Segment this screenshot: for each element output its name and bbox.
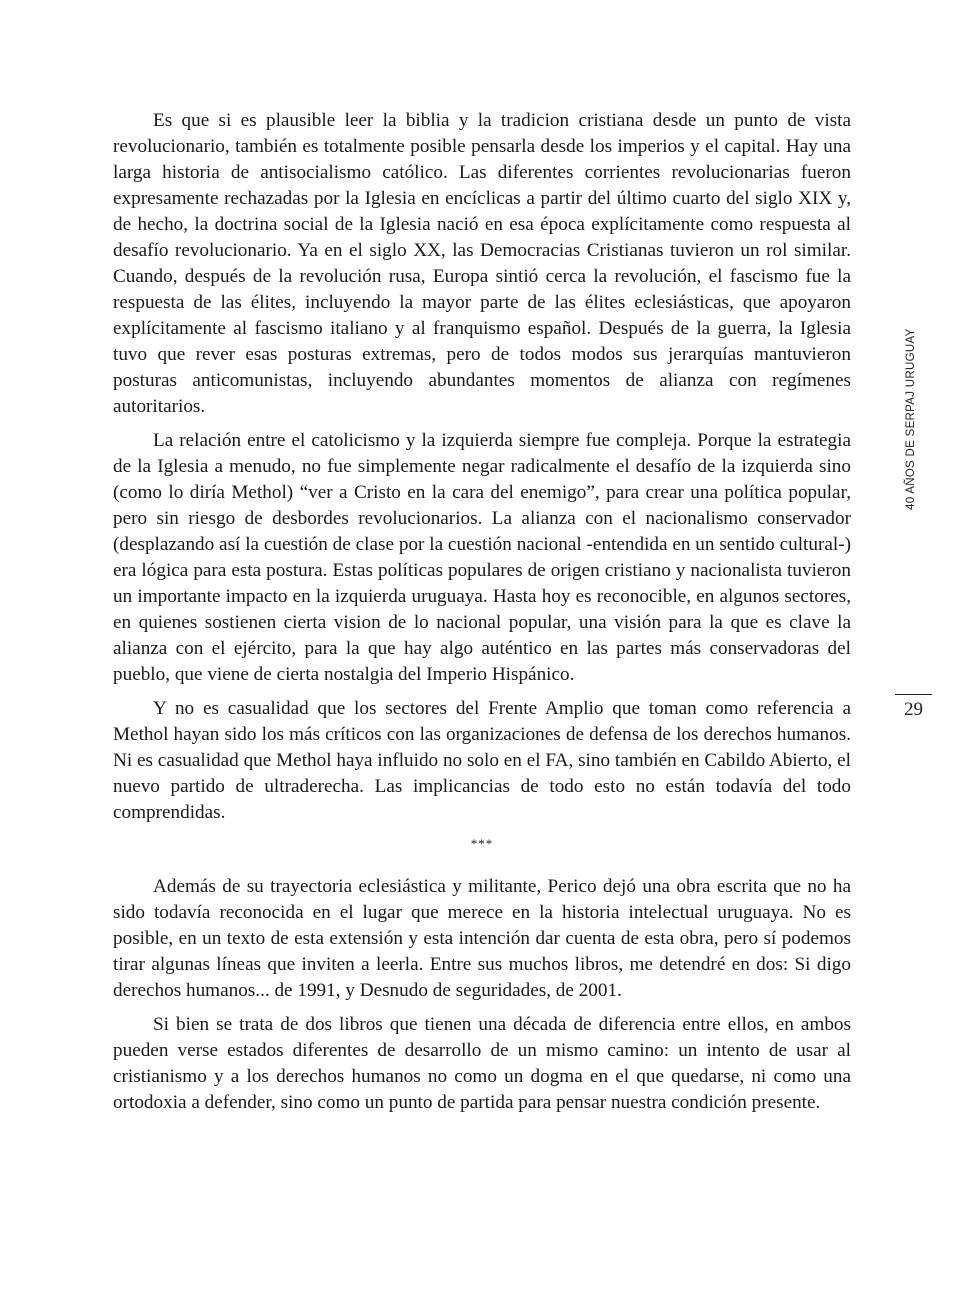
page-number-rule <box>895 694 932 695</box>
paragraph-4: Además de su trayectoria eclesiástica y militante, Perico dejó una obra escrita que no ha sido todavía reconocida en el lugar que merece en la historia intelectual uruguaya. No es posible, en un texto de esta extensión y esta intención dar cuenta de esta obra, pero sí podemos tirar algunas líneas que inviten a leerla. Entre sus muchos libros, me detendré en dos: Si digo derechos humanos... de 1991, y Desnudo de seguridades, de 2001. <box>113 876 851 1001</box>
section-separator: *** <box>470 836 494 851</box>
main-text <box>113 108 851 1124</box>
paragraph-5: Si bien se trata de dos libros que tienen una década de diferencia entre ellos, en ambos pueden verse estados diferentes de desarrollo de un mismo camino: un intento de usar al cristianismo y a los derechos humanos no como un dogma en el que quedarse, ni como una ortodoxia a defender, sino como un punto de partida para pensar nuestra condición presente. <box>113 1014 851 1113</box>
paragraph-1: Es que si es plausible leer la biblia y la tradicion cristiana desde un punto de vista revolucionario, también es totalmente posible pensarla desde los imperios y el capital. Hay una larga historia de antisocialismo católico. Las diferentes corrientes revolucionarias fueron expresamente rechazadas por la Iglesia en encíclicas a partir del último cuarto del siglo XIX y, de hecho, la doctrina social de la Iglesia nació en esa época explícitamente como respuesta al desafío revolucionario. Ya en el siglo XX, las Democracias Cristianas tuvieron un rol similar. Cuando, después de la revolución rusa, Europa sintió cerca la revolución, el fascismo fue la respuesta de las élites, incluyendo la mayor parte de las élites eclesiásticas, que apoyaron explícitamente al fascismo italiano y al franquismo español. Después de la guerra, la Iglesia tuvo que rever esas posturas extremas, pero de todos modos sus jerarquías mantuvieron posturas anticomunistas, incluyendo abundantes momentos de alianza con regímenes autoritarios. <box>113 110 851 417</box>
page-number: 29 <box>904 699 923 720</box>
paragraph-2: La relación entre el catolicismo y la izquierda siempre fue compleja. Porque la estrategia de la Iglesia a menudo, no fue simplemente negar radicalmente el desafío de la izquierda sino (como lo diría Methol) “ver a Cristo en la cara del enemigo”, para crear una política popular, pero sin riesgo de desbordes revolucionarios. La alianza con el nacionalismo conservador (desplazando así la cuestión de clase por la cuestión nacional -entendida en un sentido cultural-) era lógica para esta postura. Estas políticas populares de origen cristiano y nacionalista tuvieron un importante impacto en la izquierda uruguaya. Hasta hoy es reconocible, en algunos sectores, en quienes sostienen cierta vision de lo nacional popular, una visión para la que es clave la alianza con el ejército, para la que hay algo auténtico en las partes más conservadoras del pueblo, que viene de cierta nostalgia del Imperio Hispánico. <box>113 430 851 685</box>
paragraph-3: Y no es casualidad que los sectores del Frente Amplio que toman como referencia a Methol hayan sido los más críticos con las organizaciones de defensa de los derechos humanos. Ni es casualidad que Methol haya influido no solo en el FA, sino también en Cabildo Abierto, el nuevo partido de ultraderecha. Las implicancias de todo esto no están todavía del todo comprendidas. <box>113 698 851 823</box>
running-header: 40 AÑOS DE SERPAJ URUGUAY <box>905 328 917 510</box>
